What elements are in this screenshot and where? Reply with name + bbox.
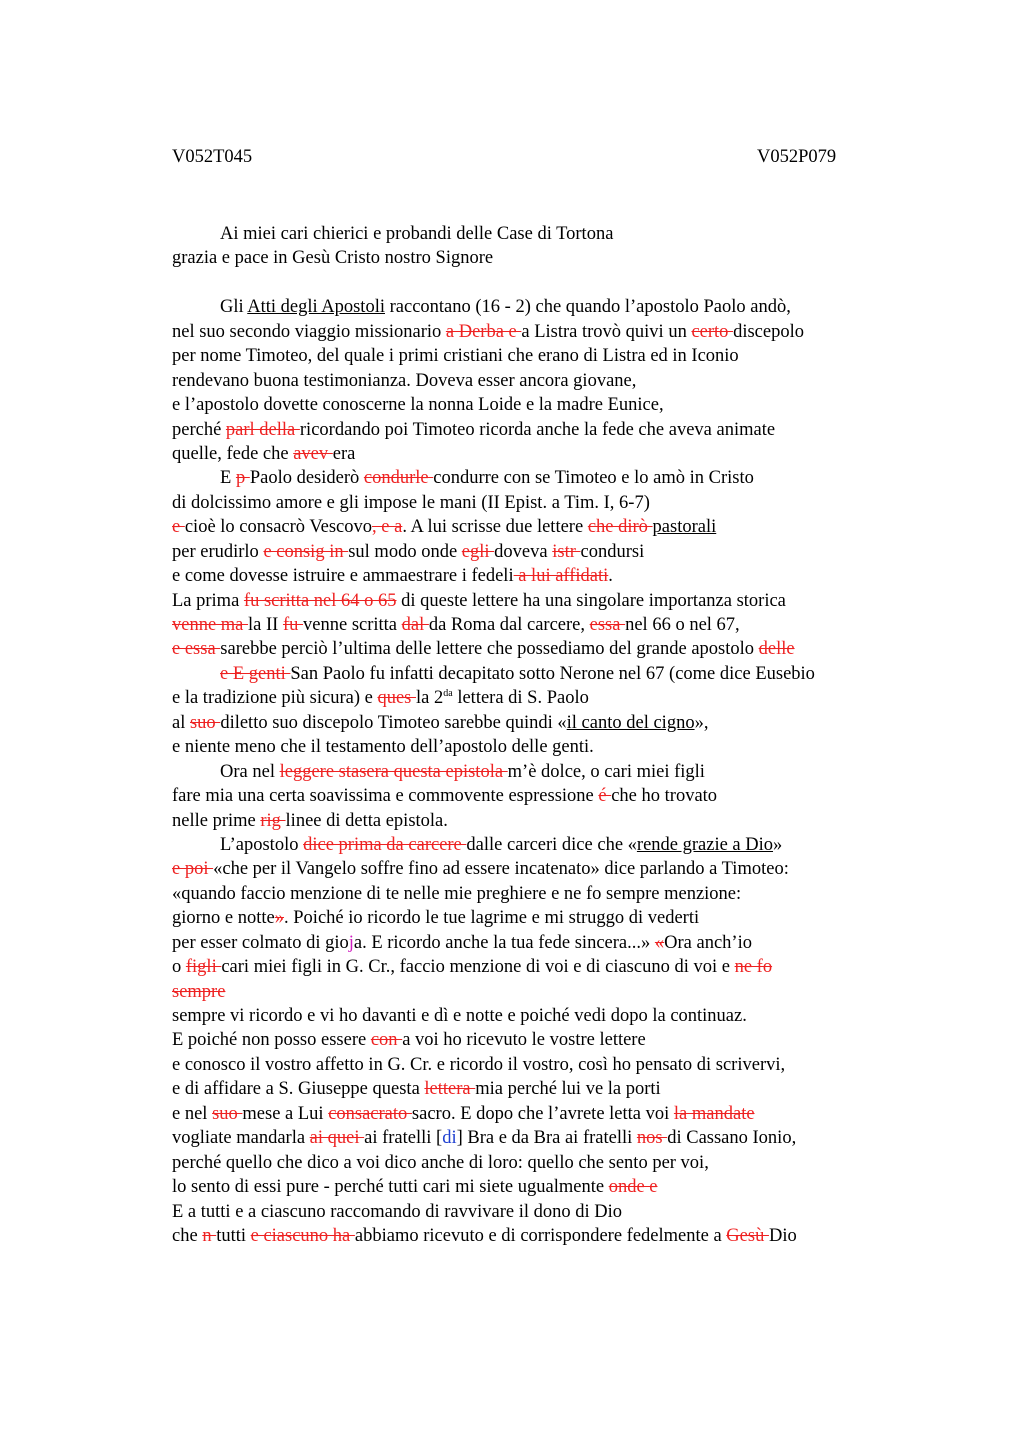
deleted-text: fu	[282, 615, 304, 635]
text-line	[172, 1102, 892, 1126]
text-line	[172, 931, 892, 955]
text-run: perché	[172, 419, 226, 440]
text-run: che ho trovato	[611, 786, 718, 807]
text-run: mia perché lui ve la porti	[475, 1079, 661, 1100]
text-run: . A lui scrisse due lettere	[402, 517, 588, 538]
text-line	[172, 246, 892, 270]
text-run: di Cassano Ionio,	[667, 1128, 797, 1149]
text-run: cioè lo consacrò Vescovo	[184, 517, 373, 538]
text-run: discepolo	[733, 321, 804, 342]
text-line	[172, 1151, 892, 1175]
text-line	[172, 564, 892, 588]
text-run: Ora nel	[220, 761, 280, 782]
text-line	[172, 906, 892, 930]
page-code-right: V052P079	[757, 147, 837, 167]
text-run: da Roma dal carcere,	[428, 615, 590, 635]
text-run: .	[608, 566, 613, 587]
text-run: e conosco il vostro affetto in G. Cr. e ricordo il vostro, così ho pensato di scrivervi,	[172, 1054, 786, 1075]
text-line	[172, 980, 892, 1004]
deleted-text: fu scritta nel 64 o 65	[243, 590, 397, 611]
text-run: e la tradizione più sicura) e	[172, 688, 378, 709]
text-line	[172, 1053, 892, 1077]
text-run: lo sento di essi pure - perché tutti cari mi siete ugualmente	[172, 1177, 609, 1198]
text-line	[172, 589, 892, 613]
text-run: a Listra trovò quivi un	[521, 321, 692, 342]
deleted-text: dice prima da carcere	[303, 834, 467, 855]
deleted-text: condurle	[363, 468, 434, 489]
document-code-left: V052T045	[172, 147, 253, 167]
text-line	[172, 442, 892, 466]
text-run: la 2	[416, 688, 444, 709]
deleted-text: »	[274, 908, 285, 929]
text-line	[172, 809, 892, 833]
deleted-text: egli	[461, 541, 495, 562]
text-run: diletto suo discepolo Timoteo sarebbe quindi «	[220, 712, 567, 733]
deleted-text: sempre	[172, 981, 226, 1002]
text-run: sarebbe perciò l’ultima delle lettere che possediamo del grande apostolo	[220, 639, 759, 660]
text-run: nelle prime	[172, 810, 261, 831]
text-run: Paolo desiderò	[249, 468, 364, 489]
text-line	[172, 1077, 892, 1101]
text-line	[172, 613, 892, 637]
text-run: . Poiché io ricordo le tue lagrime e mi struggo di vederti	[284, 908, 700, 929]
deleted-text: che dirò	[587, 517, 653, 538]
text-run: e nel	[172, 1103, 213, 1124]
deleted-text: rig	[260, 810, 286, 831]
text-line	[172, 295, 892, 319]
text-run: rendevano buona testimonianza. Doveva esser ancora giovane,	[172, 370, 637, 391]
text-run: E a tutti e a ciascuno raccomando di ravvivare il dono di Dio	[172, 1201, 623, 1222]
deleted-text: certo	[691, 321, 734, 342]
text-line	[172, 955, 892, 979]
deleted-text: consacrato	[328, 1103, 412, 1124]
text-run: vogliate mandarla	[172, 1128, 310, 1149]
deleted-text: p	[235, 468, 250, 489]
text-line	[172, 1175, 892, 1199]
text-run: Dio	[768, 1225, 797, 1246]
text-run: ] Bra e da Bra ai fratelli	[456, 1128, 637, 1149]
deleted-text: onde e	[608, 1177, 658, 1198]
text-run: doveva	[494, 541, 553, 562]
text-line	[172, 711, 892, 735]
text-line	[172, 369, 892, 393]
text-run: condursi	[580, 541, 645, 562]
text-line	[172, 1200, 892, 1224]
text-run: a. E ricordo anche la tua fede sincera...»	[353, 932, 655, 953]
deleted-text: parl della	[225, 419, 300, 440]
text-run: di dolcissimo amore e gli impose le mani (II Epist. a Tim. I, 6-7)	[172, 492, 650, 513]
text-run: »	[773, 834, 783, 855]
text-line	[172, 637, 892, 661]
text-run: a voi ho ricevuto le vostre lettere	[402, 1030, 646, 1051]
text-run: raccontano (16 - 2) che quando l’apostolo Paolo andò,	[384, 297, 791, 318]
deleted-text: a lui affidati	[513, 566, 609, 587]
text-run: E poiché non posso essere	[172, 1030, 371, 1051]
text-line	[172, 882, 892, 906]
text-run: lettera di S. Paolo	[452, 688, 589, 709]
text-run: sacro. E dopo che l’avrete letta voi	[411, 1103, 674, 1124]
text-line	[172, 491, 892, 515]
text-run: ricordando poi Timoteo ricorda anche la fede che aveva animate	[299, 419, 776, 440]
deleted-text: , e a	[372, 517, 403, 538]
text-line	[172, 515, 892, 539]
text-run: e di affidare a S. Giuseppe questa	[172, 1079, 425, 1100]
text-run: quelle, fede che	[172, 443, 294, 464]
text-run: per esser colmato di gio	[172, 932, 349, 953]
deleted-text: «	[654, 932, 665, 953]
text-run: L’apostolo	[220, 834, 304, 855]
text-run: mese a Lui	[242, 1103, 329, 1124]
text-line	[172, 540, 892, 564]
text-run: «quando faccio menzione di te nelle mie preghiere e ne fo sempre menzione:	[172, 883, 742, 904]
text-run: nel suo secondo viaggio missionario	[172, 321, 446, 342]
deleted-text: figli	[185, 957, 222, 978]
text-run: ai fratelli [	[364, 1128, 443, 1149]
deleted-text: delle	[758, 639, 795, 660]
text-line	[172, 418, 892, 442]
text-run: linee di detta epistola.	[285, 810, 448, 831]
deleted-text: suo	[212, 1103, 243, 1124]
inserted-text: di	[442, 1128, 457, 1149]
underlined-text: Atti degli Apostoli	[247, 297, 385, 318]
deleted-text: a Derba e	[445, 321, 522, 342]
text-run: o	[172, 957, 186, 978]
deleted-text: e	[172, 517, 185, 538]
text-run: fare mia una certa soavissima e commovente espressione	[172, 786, 599, 807]
text-run: era	[332, 443, 356, 464]
text-line	[172, 344, 892, 368]
text-run: di queste lettere ha una singolare importanza storica	[396, 590, 786, 611]
text-run: Gli	[220, 297, 248, 318]
deleted-text: n	[202, 1225, 217, 1246]
deleted-text: e essa	[172, 639, 221, 660]
text-run: perché quello che dico a voi dico anche di loro: quello che sento per voi,	[172, 1152, 709, 1173]
deleted-text: con	[370, 1030, 403, 1051]
deleted-text: leggere stasera questa epistola	[279, 761, 508, 782]
text-run: »,	[694, 712, 709, 733]
deleted-text: e E genti	[220, 663, 291, 684]
underlined-text: il canto del cigno	[566, 712, 695, 733]
text-line	[172, 784, 892, 808]
text-run: abbiamo ricevuto e di corrispondere fedelmente a	[354, 1225, 727, 1246]
text-run: venne scritta	[303, 615, 402, 635]
text-line	[172, 1126, 892, 1150]
text-line	[172, 760, 892, 784]
deleted-text: ne fo	[734, 957, 773, 978]
text-run: «che per il Vangelo soffre fino ad essere incatenato» dice parlando a Timoteo:	[213, 859, 789, 880]
text-run: sempre vi ricordo e vi ho davanti e dì e notte e poiché vedi dopo la continuaz.	[172, 1006, 747, 1026]
text-line	[172, 1224, 892, 1248]
deleted-text: istr	[552, 541, 581, 562]
deleted-text: e poi	[172, 859, 214, 880]
text-run: che	[172, 1225, 203, 1246]
text-line	[172, 833, 892, 857]
underlined-text: pastorali	[652, 517, 717, 538]
text-run: giorno e notte	[172, 908, 275, 929]
deleted-text: la mandate	[673, 1103, 755, 1124]
text-run: E	[220, 468, 236, 489]
underlined-text: rende grazie a Dio	[636, 834, 774, 855]
text-line	[172, 735, 892, 759]
text-run: m’è dolce, o cari miei figli	[507, 761, 705, 782]
text-run: condurre con se Timoteo e lo amò in Cristo	[433, 468, 754, 489]
deleted-text: lettera	[424, 1079, 476, 1100]
text-line	[172, 857, 892, 881]
text-run: tutti	[216, 1225, 251, 1246]
deleted-text: essa	[589, 615, 626, 635]
text-run: sul modo onde	[348, 541, 462, 562]
text-run: e niente meno che il testamento dell’apostolo delle genti.	[172, 737, 594, 758]
text-run: al	[172, 712, 190, 733]
deleted-text: venne ma	[172, 615, 249, 635]
text-run: nel 66 o nel 67,	[625, 615, 740, 635]
deleted-text: suo	[189, 712, 221, 733]
corrected-letter: j	[348, 932, 354, 953]
text-line	[172, 1028, 892, 1052]
text-run: cari miei figli in G. Cr., faccio menzione di voi e di ciascuno di voi e	[221, 957, 735, 978]
text-run: San Paolo fu infatti decapitato sotto Nerone nel 67 (come dice Eusebio	[290, 663, 815, 684]
deleted-text: Gesù	[726, 1225, 769, 1246]
deleted-text: avev	[293, 443, 333, 464]
text-line	[172, 686, 892, 710]
text-run: La prima	[172, 590, 244, 611]
deleted-text: e ciascuno ha	[250, 1225, 355, 1246]
deleted-text: é	[598, 786, 612, 807]
text-run: e come dovesse istruire e ammaestrare i fedeli	[172, 566, 514, 587]
deleted-text: ai quei	[309, 1128, 365, 1149]
letter-body	[172, 222, 892, 1248]
text-line	[172, 662, 892, 686]
text-line	[172, 393, 892, 417]
text-run: grazia e pace in Gesù Cristo nostro Signore	[172, 248, 494, 269]
deleted-text: nos	[636, 1128, 668, 1149]
deleted-text: dal	[401, 615, 429, 635]
deleted-text: e consig in	[263, 541, 349, 562]
text-run: Ai miei cari chierici e probandi delle Case di Tortona	[220, 224, 614, 244]
text-line	[172, 1004, 892, 1028]
paragraph-gap	[172, 271, 892, 295]
text-run: la II	[248, 615, 283, 635]
text-line	[172, 466, 892, 490]
deleted-text: ques	[377, 688, 417, 709]
text-run: dalle carceri dice che «	[466, 834, 637, 855]
superscript-text: da	[443, 688, 453, 700]
text-line	[172, 222, 892, 246]
text-line	[172, 320, 892, 344]
text-run: e l’apostolo dovette conoscerne la nonna Loide e la madre Eunice,	[172, 395, 664, 416]
text-run: per erudirlo	[172, 541, 264, 562]
text-run: per nome Timoteo, del quale i primi cristiani che erano di Listra ed in Iconio	[172, 346, 739, 367]
text-run: Ora anch’io	[664, 932, 752, 953]
